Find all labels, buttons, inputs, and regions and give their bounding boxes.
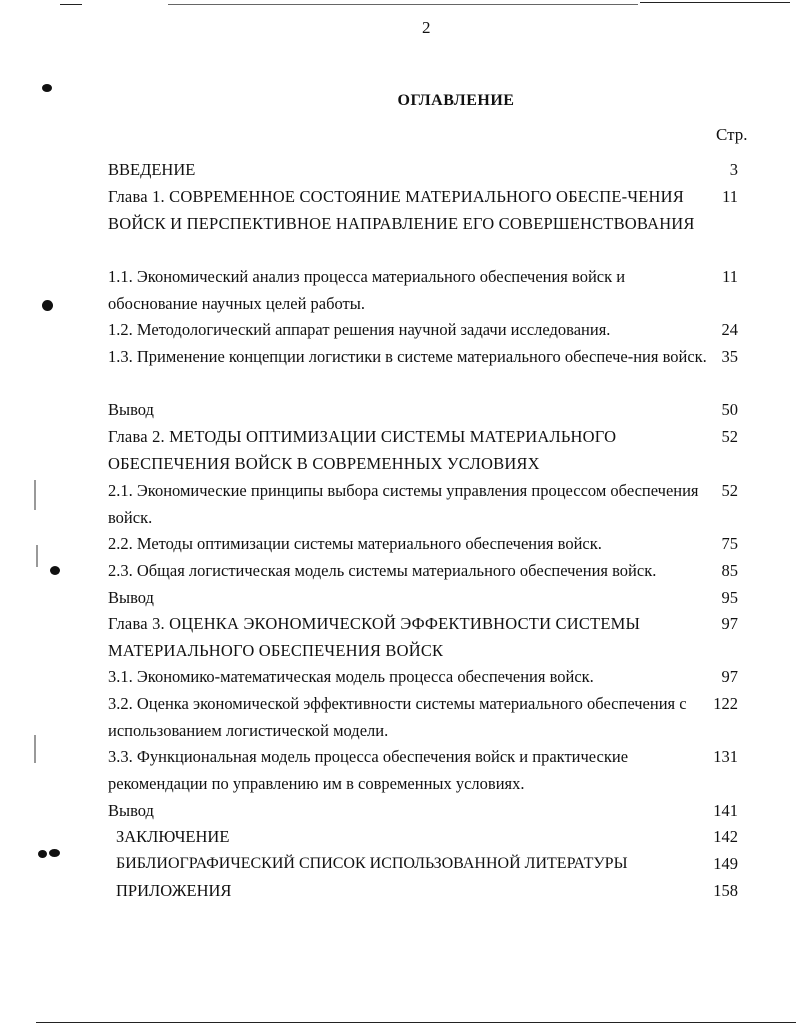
toc-entry-page: 11 (722, 267, 738, 286)
top-scan-line-right (640, 2, 790, 3)
toc-entry-text: 3.1. Экономико-математическая модель процесса обеспечения войск. (108, 667, 594, 686)
toc-entry-text: 2.3. Общая логистическая модель системы материального обеспечения войск. (108, 561, 657, 580)
toc-entry-text: 1.3. Применение концепции логистики в системе материального обеспече-ния войск. (108, 347, 707, 366)
toc-entry-page: 24 (721, 320, 738, 339)
toc-entry-text: Глава 3. ОЦЕНКА ЭКОНОМИЧЕСКОЙ ЭФФЕКТИВНОСТИ СИСТЕМЫ МАТЕРИАЛЬНОГО ОБЕСПЕЧЕНИЯ ВОЙСК (108, 614, 641, 660)
bottom-scan-line (36, 1022, 796, 1023)
toc-entry-page: 97 (721, 614, 738, 633)
toc-entry-text: Вывод (108, 801, 154, 820)
toc-entry-page: 52 (721, 481, 738, 500)
toc-entry-text: ВВЕДЕНИЕ (108, 160, 196, 179)
toc-entry-page: 97 (721, 667, 738, 686)
toc-entry-text: Вывод (108, 588, 154, 607)
toc-entry-page: 122 (713, 694, 738, 713)
toc-entry-page: 142 (713, 827, 738, 846)
punch-hole-mark-5 (49, 849, 60, 857)
toc-entry-page: 85 (721, 561, 738, 580)
toc-entry-text: Глава 2. МЕТОДЫ ОПТИМИЗАЦИИ СИСТЕМЫ МАТЕРИАЛЬНОГО ОБЕСПЕЧЕНИЯ ВОЙСК В СОВРЕМЕННЫХ УСЛОВИЯХ (108, 427, 617, 473)
toc-entry-page: 158 (713, 881, 738, 900)
page-column-label: Стр. (716, 125, 748, 144)
punch-hole-mark-2 (42, 300, 53, 311)
toc-entry-page: 149 (713, 854, 738, 873)
toc-entry-text: 1.1. Экономический анализ процесса материального обеспечения войск и обоснование научных целей работы. (108, 267, 626, 313)
toc-entry-page: 11 (722, 187, 738, 206)
toc-entry-page: 95 (721, 588, 738, 607)
toc-entry-text: Глава 1. СОВРЕМЕННОЕ СОСТОЯНИЕ МАТЕРИАЛЬНОГО ОБЕСПЕ-ЧЕНИЯ ВОЙСК И ПЕРСПЕКТИВНОЕ НАПРАВЛЕНИЕ ЕГО СОВЕРШЕНСТВОВАНИЯ (108, 187, 695, 233)
toc-entry-page: 35 (721, 347, 738, 366)
top-scan-line-mid (168, 4, 638, 5)
toc-entry-text: 3.2. Оценка экономической эффективности системы материального обеспечения с использованием логистической модели. (108, 694, 687, 740)
toc-title: ОГЛАВЛЕНИЕ (397, 92, 515, 109)
punch-hole-mark-3 (50, 566, 60, 575)
toc-entry-text: 1.2. Методологический аппарат решения научной задачи исследования. (108, 320, 611, 339)
left-edge-mark-1 (34, 480, 36, 510)
page-number: 2 (422, 18, 431, 37)
toc-entry-page: 75 (721, 534, 738, 553)
toc-entry-text: Вывод (108, 400, 154, 419)
toc-entry-text: ПРИЛОЖЕНИЯ (116, 881, 232, 900)
left-edge-mark-3 (34, 735, 36, 763)
toc-entry-text: 2.2. Методы оптимизации системы материального обеспечения войск. (108, 534, 602, 553)
toc-entry-text: 3.3. Функциональная модель процесса обеспечения войск и практические рекомендации по управлению им в современных условиях. (108, 747, 629, 793)
toc-entry-text: 2.1. Экономические принципы выбора системы управления процессом обеспечения войск. (108, 481, 699, 527)
toc-entry-page: 52 (721, 427, 738, 446)
punch-hole-mark-4 (38, 850, 47, 858)
toc-entry-page: 131 (713, 747, 738, 766)
toc-entry-text: ЗАКЛЮЧЕНИЕ (116, 827, 230, 846)
left-edge-mark-2 (36, 545, 38, 567)
toc-entry-page: 50 (721, 400, 738, 419)
top-scan-line-left (60, 4, 82, 5)
punch-hole-mark-1 (42, 84, 52, 92)
toc-entry-text: БИБЛИОГРАФИЧЕСКИЙ СПИСОК ИСПОЛЬЗОВАННОЙ ЛИТЕРАТУРЫ (116, 855, 628, 872)
toc-entry-page: 3 (729, 160, 738, 179)
toc-entry-page: 141 (713, 801, 738, 820)
